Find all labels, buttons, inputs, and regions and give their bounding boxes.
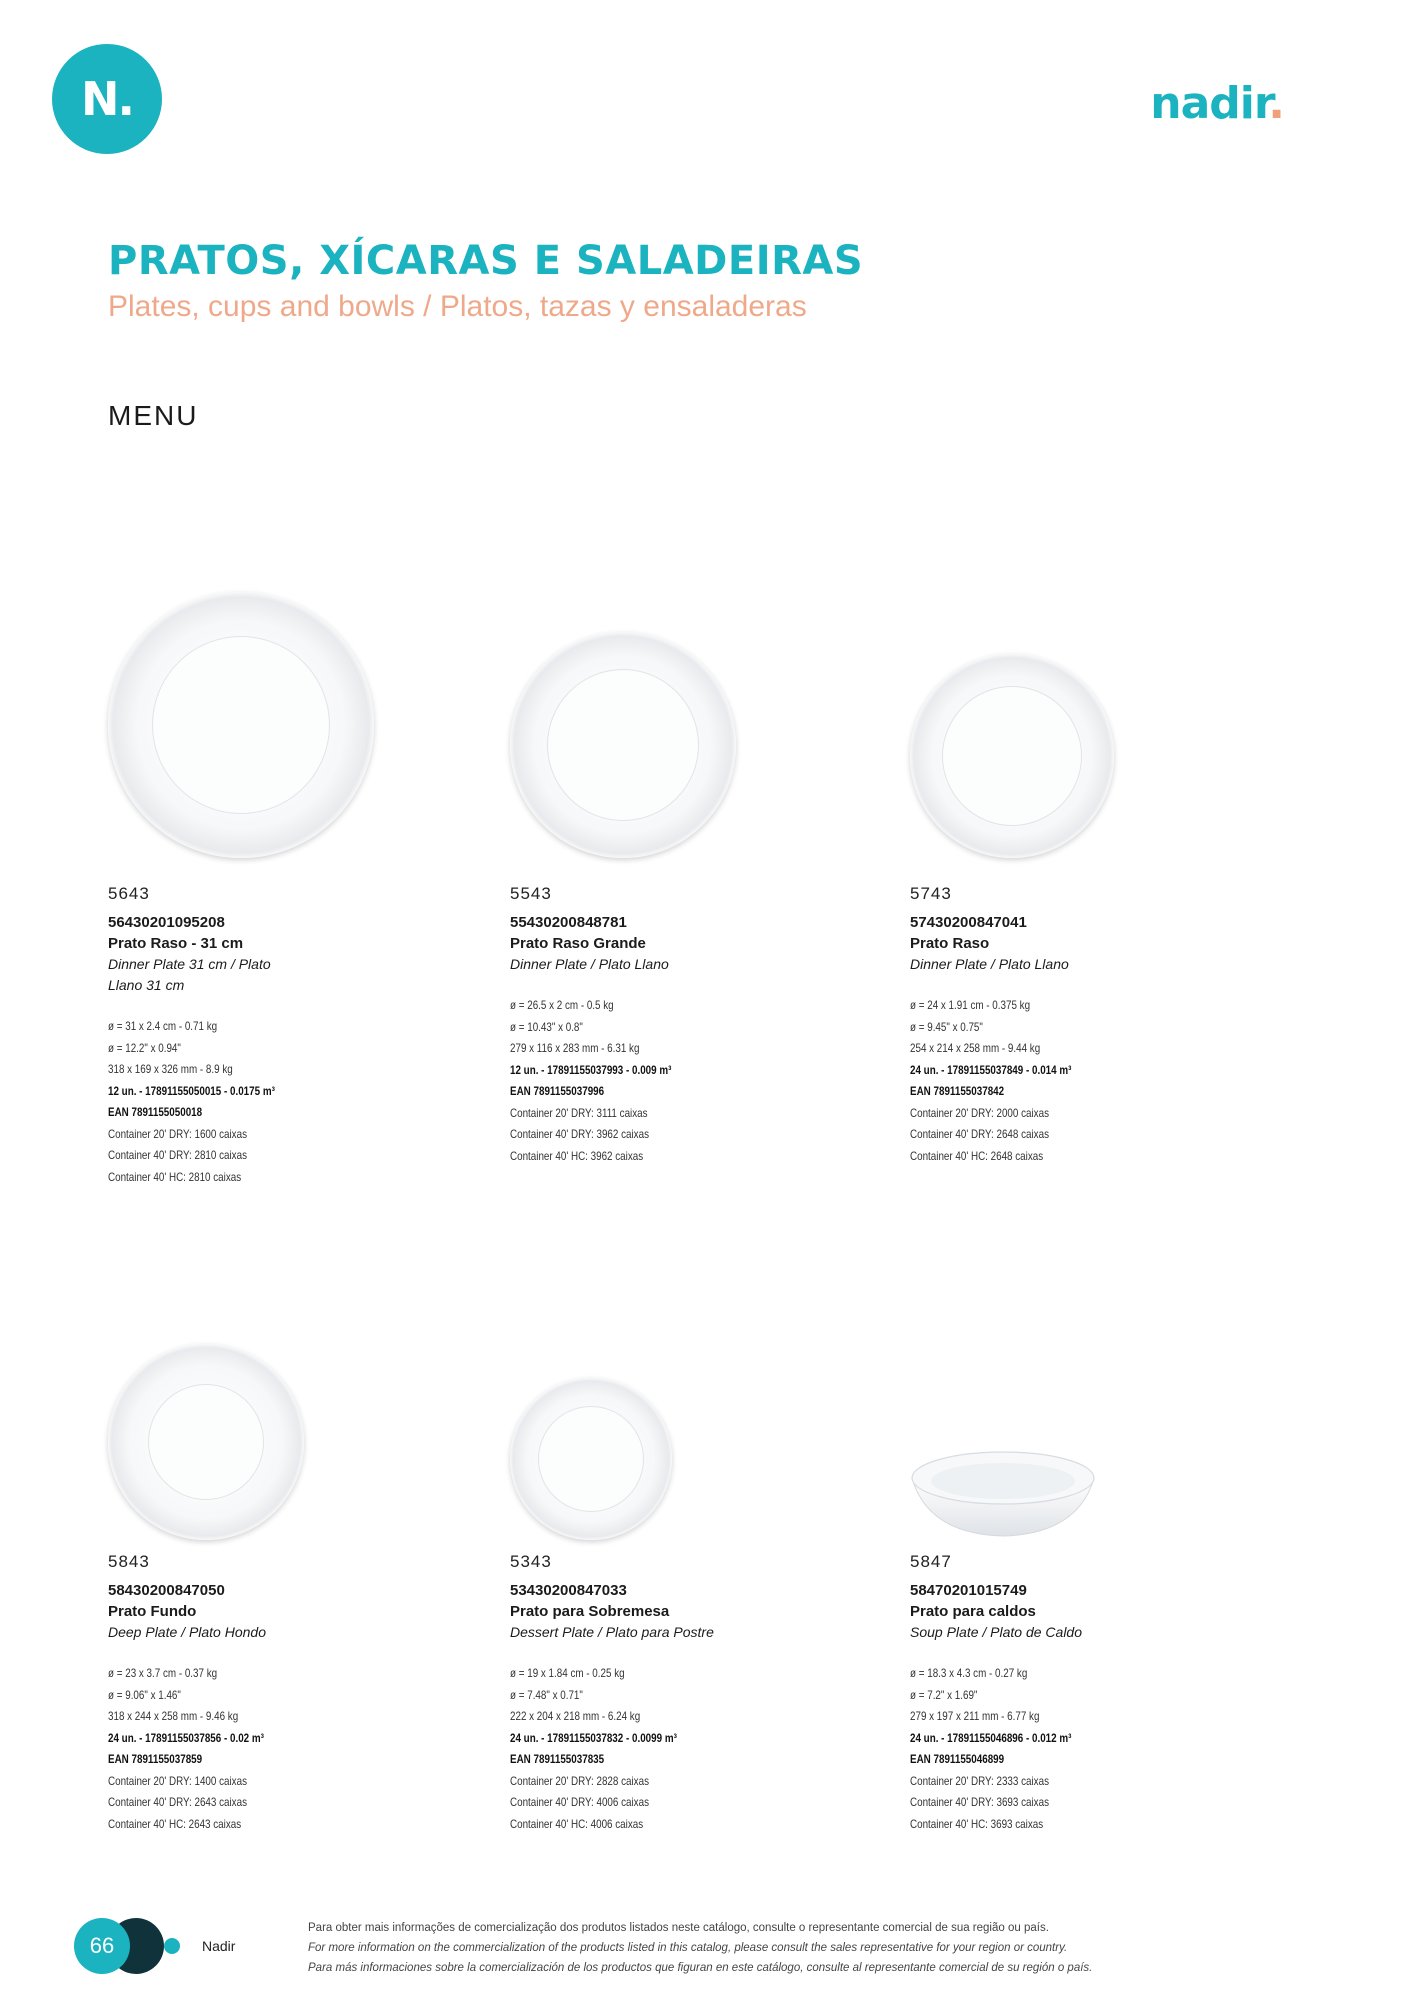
plate-image-5743: [910, 654, 1114, 858]
product-5343: [510, 1552, 890, 1835]
nadir-badge-logo: [52, 44, 162, 154]
spec-container-40: Container 40' DRY: 4006 caixas: [510, 1795, 650, 1809]
footer-brand: Nadir: [202, 1938, 236, 1954]
spec-container-40: Container 40' DRY: 2810 caixas: [108, 1148, 248, 1162]
page-subtitle: Plates, cups and bowls / Platos, tazas y ensaladeras: [108, 290, 807, 323]
product-name: Prato para Sobremesa: [510, 1603, 670, 1620]
product-code: 5743: [910, 884, 952, 903]
spec-container-40: Container 40' DRY: 2648 caixas: [910, 1127, 1050, 1141]
spec-dimension-in: ø = 7.48" x 0.71": [510, 1687, 583, 1702]
product-code: 5843: [108, 1552, 150, 1571]
spec-box: 279 x 197 x 211 mm - 6.77 kg: [910, 1709, 1040, 1723]
spec-container-40: Container 40' DRY: 2643 caixas: [108, 1795, 248, 1809]
spec-container-40: Container 40' DRY: 3693 caixas: [910, 1795, 1050, 1809]
spec-pack: 24 un. - 17891155037856 - 0.02 m³: [108, 1730, 264, 1745]
spec-container-40hc: Container 40' HC: 2648 caixas: [910, 1148, 1044, 1163]
spec-pack: 24 un. - 17891155037849 - 0.014 m³: [910, 1062, 1072, 1077]
spec-dimension-in: ø = 12.2" x 0.94": [108, 1040, 181, 1055]
spec-container-20: Container 20' DRY: 2333 caixas: [910, 1773, 1050, 1788]
plate-image-5643: [108, 592, 374, 858]
footer-line-en: For more information on the commercialization of the products listed in this catalog, please consult the sales representative for your region or country.: [308, 1942, 1068, 1954]
product-ean-code: 57430200847041: [910, 914, 1027, 931]
product-5643: [108, 884, 488, 1188]
spec-container-40hc: Container 40' HC: 4006 caixas: [510, 1816, 644, 1831]
product-translation: Dessert Plate / Plato para Postre: [510, 1624, 714, 1640]
spec-pack: 24 un. - 17891155037832 - 0.0099 m³: [510, 1730, 677, 1745]
spec-pack: 24 un. - 17891155046896 - 0.012 m³: [910, 1730, 1072, 1745]
bowl-image-5847: [908, 1448, 1098, 1540]
product-5743: [910, 884, 1290, 1167]
product-ean-code: 56430201095208: [108, 914, 225, 931]
spec-container-40hc: Container 40' HC: 2643 caixas: [108, 1816, 242, 1831]
spec-box: 318 x 244 x 258 mm - 9.46 kg: [108, 1709, 239, 1723]
product-name: Prato para caldos: [910, 1603, 1036, 1620]
spec-pack: 12 un. - 17891155037993 - 0.009 m³: [510, 1062, 672, 1077]
page-title: PRATOS, XÍCARAS E SALADEIRAS: [108, 238, 864, 284]
section-title: MENU: [108, 400, 199, 431]
spec-ean: EAN 7891155046899: [910, 1752, 1005, 1766]
spec-dimension-cm: ø = 18.3 x 4.3 cm - 0.27 kg: [910, 1666, 1028, 1680]
spec-dimension-in: ø = 7.2" x 1.69": [910, 1687, 978, 1702]
footer-line-es: Para más informaciones sobre la comercialización de los productos que figuran en este catálogo, consulte al representante comercial de su región o país.: [308, 1962, 1093, 1974]
product-5543: [510, 884, 890, 1167]
badge-text: N.: [81, 72, 133, 126]
product-ean-code: 53430200847033: [510, 1582, 627, 1599]
footer-dot-icon: [164, 1938, 180, 1954]
plate-image-5843: [108, 1344, 304, 1540]
spec-box: 279 x 116 x 283 mm - 6.31 kg: [510, 1041, 640, 1055]
page-number: 66: [74, 1918, 130, 1974]
spec-ean: EAN 7891155037842: [910, 1084, 1005, 1098]
spec-container-20: Container 20' DRY: 1600 caixas: [108, 1126, 248, 1141]
product-ean-code: 58470201015749: [910, 1582, 1027, 1599]
brand-name: nadir: [1150, 78, 1269, 129]
spec-box: 318 x 169 x 326 mm - 8.9 kg: [108, 1062, 233, 1076]
product-translation: Dinner Plate 31 cm / Plato Llano 31 cm: [108, 956, 271, 993]
footer-line-pt: Para obter mais informações de comercialização dos produtos listados neste catálogo, consulte o representante comercial de sua região ou país.: [308, 1922, 1049, 1934]
spec-dimension-cm: ø = 19 x 1.84 cm - 0.25 kg: [510, 1666, 625, 1680]
product-5843: [108, 1552, 488, 1835]
product-name: Prato Raso - 31 cm: [108, 935, 244, 952]
spec-dimension-in: ø = 9.45" x 0.75": [910, 1019, 983, 1034]
spec-container-40hc: Container 40' HC: 3962 caixas: [510, 1148, 644, 1163]
spec-box: 254 x 214 x 258 mm - 9.44 kg: [910, 1041, 1041, 1055]
plate-image-5543: [510, 632, 736, 858]
spec-container-20: Container 20' DRY: 2000 caixas: [910, 1105, 1050, 1120]
spec-ean: EAN 7891155037859: [108, 1752, 203, 1766]
spec-dimension-cm: ø = 31 x 2.4 cm - 0.71 kg: [108, 1019, 218, 1033]
plate-image-5343: [510, 1378, 672, 1540]
spec-container-20: Container 20' DRY: 1400 caixas: [108, 1773, 248, 1788]
spec-box: 222 x 204 x 218 mm - 6.24 kg: [510, 1709, 641, 1723]
product-ean-code: 55430200848781: [510, 914, 627, 931]
spec-container-40hc: Container 40' HC: 2810 caixas: [108, 1169, 242, 1184]
spec-ean: EAN 7891155037996: [510, 1084, 605, 1098]
spec-ean: EAN 7891155050018: [108, 1105, 203, 1119]
footer-disclaimer: [308, 1918, 1168, 1978]
spec-pack: 12 un. - 17891155050015 - 0.0175 m³: [108, 1083, 275, 1098]
spec-container-20: Container 20' DRY: 2828 caixas: [510, 1773, 650, 1788]
product-5847: [910, 1552, 1290, 1835]
product-code: 5847: [910, 1552, 952, 1571]
product-code: 5643: [108, 884, 150, 903]
spec-dimension-in: ø = 9.06" x 1.46": [108, 1687, 181, 1702]
spec-dimension-in: ø = 10.43" x 0.8": [510, 1019, 583, 1034]
brand-logo: [1150, 78, 1284, 129]
spec-container-40hc: Container 40' HC: 3693 caixas: [910, 1816, 1044, 1831]
product-name: Prato Fundo: [108, 1603, 197, 1620]
spec-container-40: Container 40' DRY: 3962 caixas: [510, 1127, 650, 1141]
spec-dimension-cm: ø = 26.5 x 2 cm - 0.5 kg: [510, 998, 614, 1012]
brand-dot: .: [1268, 78, 1284, 129]
product-translation: Dinner Plate / Plato Llano: [510, 956, 669, 972]
spec-dimension-cm: ø = 23 x 3.7 cm - 0.37 kg: [108, 1666, 218, 1680]
product-translation: Dinner Plate / Plato Llano: [910, 956, 1069, 972]
product-ean-code: 58430200847050: [108, 1582, 225, 1599]
product-name: Prato Raso Grande: [510, 935, 646, 952]
spec-ean: EAN 7891155037835: [510, 1752, 605, 1766]
product-translation: Deep Plate / Plato Hondo: [108, 1624, 266, 1640]
product-name: Prato Raso: [910, 935, 990, 952]
product-code: 5343: [510, 1552, 552, 1571]
product-translation: Soup Plate / Plato de Caldo: [910, 1624, 1083, 1640]
spec-dimension-cm: ø = 24 x 1.91 cm - 0.375 kg: [910, 998, 1031, 1012]
product-code: 5543: [510, 884, 552, 903]
spec-container-20: Container 20' DRY: 3111 caixas: [510, 1105, 648, 1120]
